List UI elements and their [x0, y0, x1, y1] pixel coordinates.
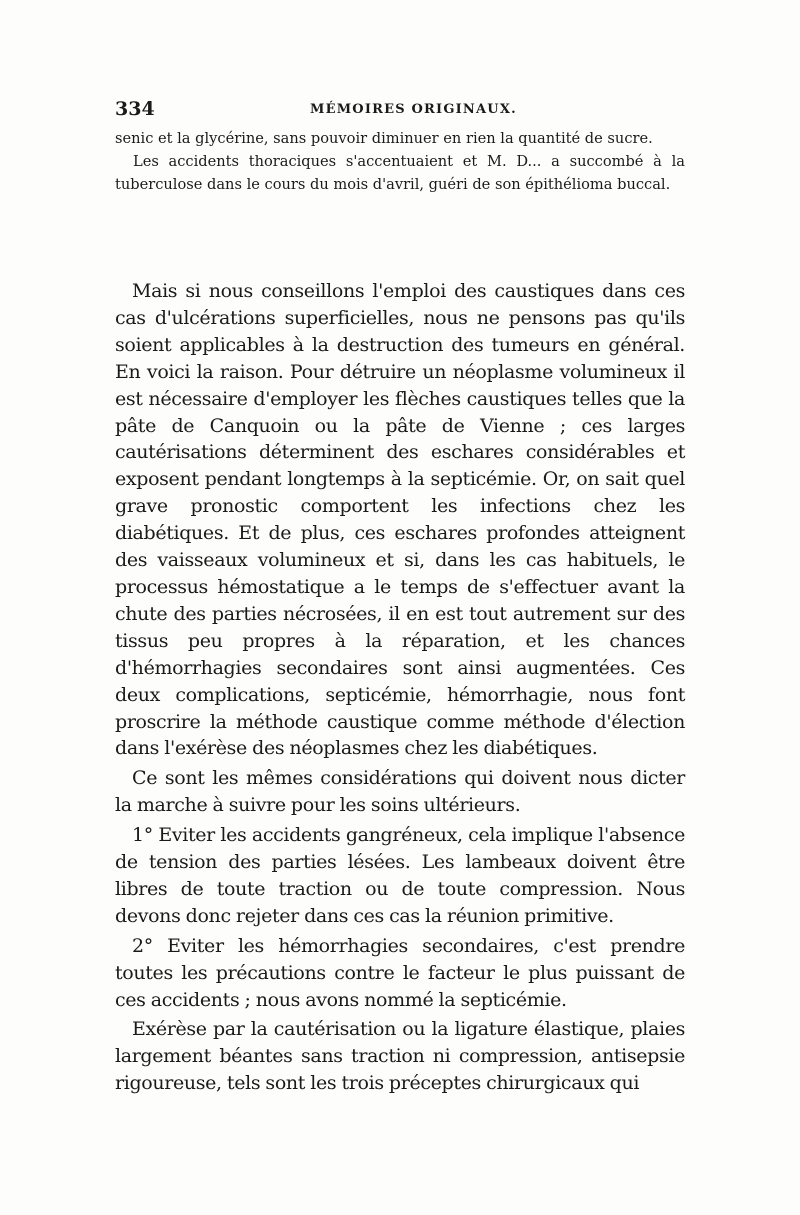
paragraph-caustics: Mais si nous conseillons l'emploi des caustiques dans ces cas d'ulcérations superficielles, nous ne pensons pas qu'ils soient applicables à la destruction des tumeurs en général. En voici la raison. Pour détruire un néoplasme volumineux il est nécessaire d'employer les flèches caustiques telles que la pâte de Canquoin ou la pâte de Vienne ; ces larges cautérisations déterminent des eschares considérables et exposent pendant longtemps à la septicémie. Or, on sait quel grave pronostic comportent les infections chez les diabétiques. Et de plus, ces eschares profondes atteignent des vaisseaux volumineux et si, dans les cas habituels, le processus hémostatique a le temps de s'effectuer avant la chute des parties nécrosées, il en est tout autrement sur des tissus peu propres à la réparation, et les chances d'hémorrhagies secondaires sont ainsi augmentées. Ces deux complications, septicémie, hémorrhagie, nous font proscrire la méthode caustique comme méthode d'élection dans l'exérèse des néoplasmes chez les diabétiques. — [115, 280, 685, 760]
paragraph-rule-gangrene: 1° Eviter les accidents gangréneux, cela implique l'absence de tension des parties lésées. Les lambeaux doivent être libres de toute traction ou de toute compression. Nous devons donc rejeter dans ces cas la réunion primitive. — [115, 824, 685, 927]
page-number: 334 — [115, 98, 155, 120]
paragraph-small-continuation: senic et la glycérine, sans pouvoir diminuer en rien la quantité de sucre. — [115, 130, 653, 147]
running-title: MÉMOIRES ORIGINAUX. — [310, 102, 517, 117]
paragraph-precepts: Exérèse par la cautérisation ou la ligature élastique, plaies largement béantes sans traction ni compression, antisepsie rigoureuse, tels sont les trois préceptes chirurgicaux qui — [115, 1018, 685, 1095]
page-header — [115, 98, 685, 124]
paragraph-small-outcome: Les accidents thoraciques s'accentuaient et M. D... a succombé à la tuberculose dans le cours du mois d'avril, guéri de son épithélioma buccal. — [115, 153, 685, 193]
main-discussion — [115, 278, 685, 1100]
paragraph-aftercare: Ce sont les mêmes considérations qui doivent nous dicter la marche à suivre pour les soins ultérieurs. — [115, 767, 685, 817]
paragraph-rule-hemorrhage: 2° Eviter les hémorrhagies secondaires, c'est prendre toutes les précautions contre le facteur le plus puissant de ces accidents ; nous avons nommé la septicémie. — [115, 934, 685, 1011]
case-report-end — [115, 127, 685, 196]
